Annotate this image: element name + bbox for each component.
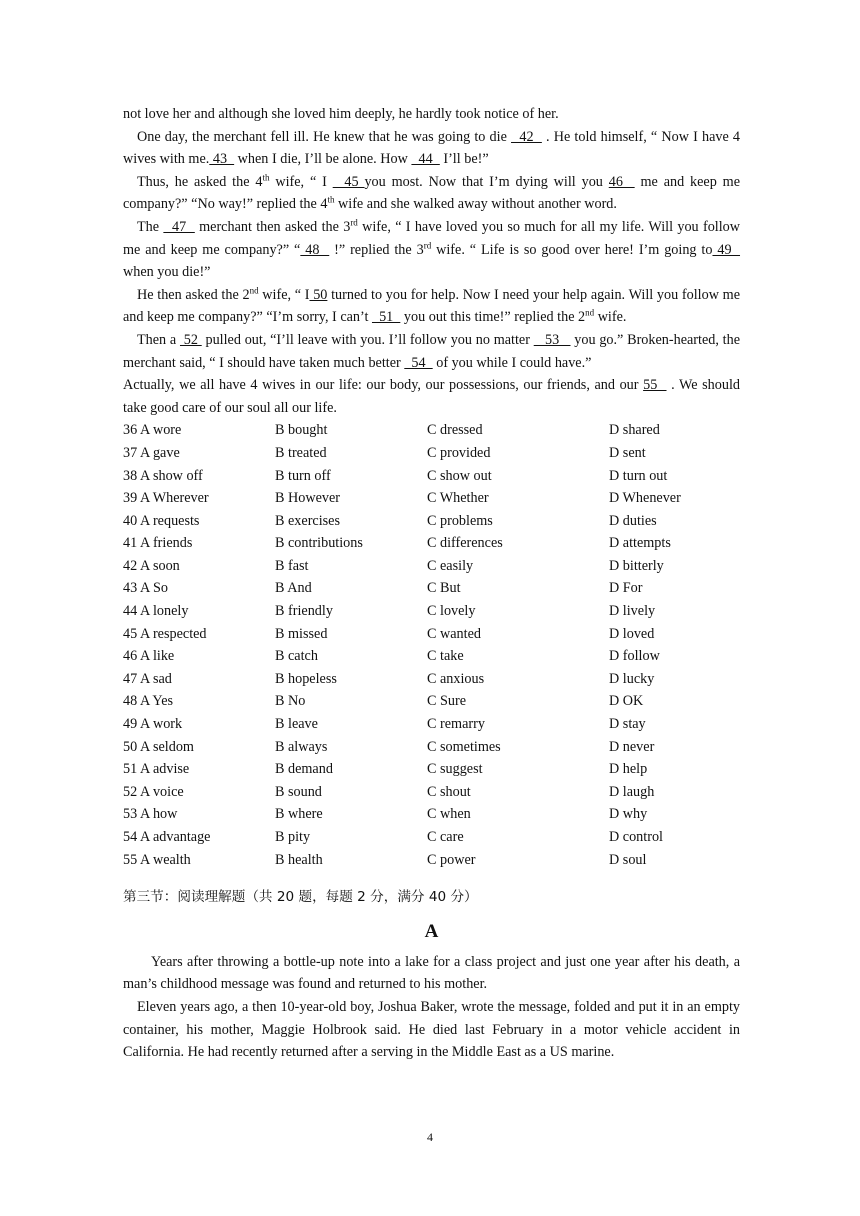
cloze-paragraph [123, 126, 740, 171]
option-choice: 48 A Yes [123, 693, 174, 710]
text-run: wife, “ I [269, 173, 333, 190]
option-choice: C dressed [427, 422, 483, 439]
passage-title: A [424, 920, 439, 942]
ordinal-suffix: rd [350, 217, 358, 228]
answer-blank: 47 [163, 218, 195, 235]
text-run: merchant then asked the 3 [194, 218, 351, 235]
text-run: when you die!” [123, 264, 211, 281]
option-row [123, 623, 740, 646]
option-choice: C wanted [427, 625, 481, 642]
text-run: . He told himself, “ Now I have 4 wives with me. [123, 128, 741, 168]
option-choice: 51 A advise [123, 761, 190, 778]
option-choice: D follow [609, 648, 660, 665]
cloze-paragraph [123, 216, 740, 284]
answer-blank: 49 [712, 241, 741, 258]
option-row [123, 555, 740, 578]
option-choice: 52 A voice [123, 783, 184, 800]
option-choice: 50 A seldom [123, 738, 194, 755]
text-run: . We should take good care of our soul all our life. [123, 377, 740, 416]
ordinal-suffix: nd [585, 307, 595, 318]
option-choice: D turn out [609, 467, 668, 484]
option-choice: D lucky [609, 670, 655, 687]
option-row [123, 577, 740, 600]
option-choice: 36 A wore [123, 422, 182, 439]
text-run: you out this time!” replied the 2 [400, 309, 586, 326]
text-run: wife. “ Life is so good over here! I’m going to [431, 241, 713, 258]
answer-blank: 42 [511, 128, 542, 145]
answer-blank: 55 [643, 377, 667, 394]
option-choice: D loved [609, 625, 655, 642]
option-choice: B bought [275, 422, 328, 439]
cloze-passage [123, 103, 740, 419]
option-row [123, 600, 740, 623]
option-choice: D Whenever [609, 490, 681, 507]
text-run: wife, “ I have loved you so much for all my life. Will you follow me and keep me company?” “ [123, 218, 741, 258]
option-choice: C care [427, 829, 464, 845]
answer-blank: 51 [371, 309, 401, 326]
option-row [123, 645, 740, 668]
text-run: pulled out, “I’ll leave with you. I’ll follow you no matter [201, 331, 534, 348]
option-row [123, 713, 740, 736]
option-choice: C But [427, 580, 461, 597]
option-row [123, 419, 740, 442]
option-choice: B pity [275, 829, 311, 845]
ordinal-suffix: th [327, 194, 335, 205]
option-choice: D control [609, 829, 663, 845]
option-choice: 55 A wealth [123, 851, 191, 868]
option-choice: C anxious [427, 670, 485, 687]
option-choice: B where [275, 806, 323, 823]
option-row [123, 690, 740, 713]
text-run: He then asked the 2 [137, 286, 250, 303]
option-choice: C problems [427, 512, 493, 529]
text-run: of you while I could have.” [432, 354, 592, 371]
option-choice: B And [275, 580, 312, 597]
page-number: 4 [427, 1130, 433, 1144]
option-choice: B sound [275, 783, 322, 800]
text-run: Thus, he asked the 4 [137, 173, 263, 190]
answer-blank: 43 [209, 151, 235, 168]
option-choice: 40 A requests [123, 512, 200, 529]
cloze-paragraph [123, 374, 740, 419]
option-choice: D attempts [609, 535, 671, 552]
answer-blank: 48 [300, 241, 330, 258]
option-choice: D shared [609, 422, 660, 439]
option-choice: D For [609, 580, 643, 597]
option-choice: C differences [427, 535, 503, 552]
option-choice: C Sure [427, 693, 467, 710]
passage-paragraph: Years after throwing a bottle-up note into a lake for a class project and just one year after his death, a man’s childhood message was found and returned to his mother. [123, 953, 740, 993]
option-choice: D never [609, 738, 655, 755]
cloze-paragraph [123, 103, 740, 126]
option-choice: 53 A how [123, 806, 178, 823]
option-choice: D sent [609, 444, 646, 461]
options-table [123, 419, 740, 871]
option-choice: B contributions [275, 535, 363, 552]
text-run: me and keep me company?” “No way!” replied the 4 [123, 173, 741, 213]
document-page [123, 103, 740, 1064]
text-run: Actually, we all have 4 wives in our life: our body, our possessions, our friends, and our [123, 377, 644, 394]
option-choice: 38 A show off [123, 467, 203, 484]
text-run: wife and she walked away without another word. [334, 196, 617, 213]
option-choice: 46 A like [123, 648, 175, 665]
option-row [123, 781, 740, 804]
option-choice: C provided [427, 444, 491, 461]
option-choice: D why [609, 806, 648, 823]
option-choice: B hopeless [275, 670, 337, 687]
option-row [123, 758, 740, 781]
section-heading: 第三节：阅读理解题（共 20 题，每题 2 分，满分 40 分） [123, 889, 478, 906]
option-row [123, 849, 740, 872]
option-choice: B demand [275, 761, 333, 778]
option-choice: B leave [275, 716, 318, 733]
text-run: wife, “ I [258, 286, 310, 303]
text-run: One day, the merchant fell ill. He knew that he was going to die [137, 128, 512, 145]
option-choice: C suggest [427, 761, 483, 778]
option-choice: C Whether [427, 490, 489, 507]
cloze-paragraph [123, 171, 740, 216]
answer-blank: 44 [411, 151, 440, 168]
option-choice: D bitterly [609, 557, 664, 574]
option-choice: B However [275, 490, 341, 507]
option-choice: D soul [609, 851, 647, 868]
option-choice: D duties [609, 512, 657, 529]
answer-blank: 53 [533, 331, 571, 348]
text-run: I’ll be!” [439, 151, 489, 168]
option-choice: 44 A lonely [123, 603, 189, 620]
option-choice: C lovely [427, 603, 476, 620]
option-row [123, 736, 740, 759]
cloze-paragraph [123, 329, 740, 374]
option-choice: C shout [427, 783, 471, 800]
option-choice: 41 A friends [123, 535, 193, 552]
option-choice: B turn off [275, 467, 331, 484]
answer-blank: 46 [608, 173, 635, 190]
reading-passage [123, 951, 740, 1064]
option-choice: B No [275, 693, 306, 710]
text-run: wife. [594, 309, 627, 326]
option-choice: B always [275, 738, 328, 755]
option-row [123, 803, 740, 826]
option-choice: 39 A Wherever [123, 490, 209, 507]
text-run: Then a [137, 331, 180, 348]
answer-blank: 52 [179, 331, 202, 348]
text-run: turned to you for help. Now I need your help again. Will you follow me and keep me company?” “I’m sorry, I can’t [123, 286, 741, 326]
text-run: The [137, 218, 164, 235]
cloze-paragraph [123, 284, 740, 329]
option-choice: 42 A soon [123, 557, 180, 574]
option-row [123, 668, 740, 691]
option-choice: C show out [427, 467, 492, 484]
passage-paragraph: Eleven years ago, a then 10-year-old boy, Joshua Baker, wrote the message, folded and put it in an empty container, his mother, Maggie Holbrook said. He died last February in a motor vehicle accident in California. He had recently returned after a serving in the Middle East as a US marine. [123, 998, 740, 1061]
ordinal-suffix: th [262, 172, 270, 183]
option-row [123, 442, 740, 465]
option-choice: C remarry [427, 716, 485, 733]
option-choice: D help [609, 761, 648, 778]
option-choice: 47 A sad [123, 670, 172, 687]
text-run: you most. Now that I’m dying will you [364, 173, 609, 190]
text-run: !” replied the 3 [329, 241, 424, 258]
option-choice: B exercises [275, 512, 341, 529]
option-choice: B fast [275, 557, 309, 574]
option-row [123, 487, 740, 510]
answer-blank: 50 [309, 286, 328, 303]
ordinal-suffix: nd [249, 285, 259, 296]
option-choice: 49 A work [123, 716, 183, 733]
option-row [123, 532, 740, 555]
text-run: not love her and although she loved him deeply, he hardly took notice of her. [123, 106, 559, 122]
option-choice: C easily [427, 557, 474, 574]
option-row [123, 826, 740, 849]
answer-blank: 54 [404, 354, 433, 371]
ordinal-suffix: rd [423, 239, 432, 250]
option-choice: 43 A So [123, 580, 168, 597]
option-choice: D OK [609, 693, 644, 710]
option-row [123, 465, 740, 488]
option-row [123, 510, 740, 533]
option-choice: B catch [275, 648, 318, 665]
option-choice: 37 A gave [123, 444, 180, 461]
option-choice: 54 A advantage [123, 829, 211, 845]
option-choice: C take [427, 648, 464, 665]
option-choice: C sometimes [427, 738, 501, 755]
answer-blank: 45 [332, 173, 365, 190]
option-choice: B missed [275, 625, 328, 642]
option-choice: B friendly [275, 603, 333, 620]
option-choice: D stay [609, 716, 646, 733]
option-choice: 45 A respected [123, 625, 207, 642]
option-choice: B health [275, 851, 323, 868]
option-choice: B treated [275, 444, 327, 461]
text-run: when I die, I’ll be alone. How [234, 151, 412, 168]
text-run: you go.” Broken-hearted, the merchant said, “ I should have taken much better [123, 331, 740, 371]
option-choice: D laugh [609, 783, 655, 800]
option-choice: C when [427, 806, 471, 823]
option-choice: D lively [609, 603, 656, 620]
option-choice: C power [427, 851, 476, 868]
